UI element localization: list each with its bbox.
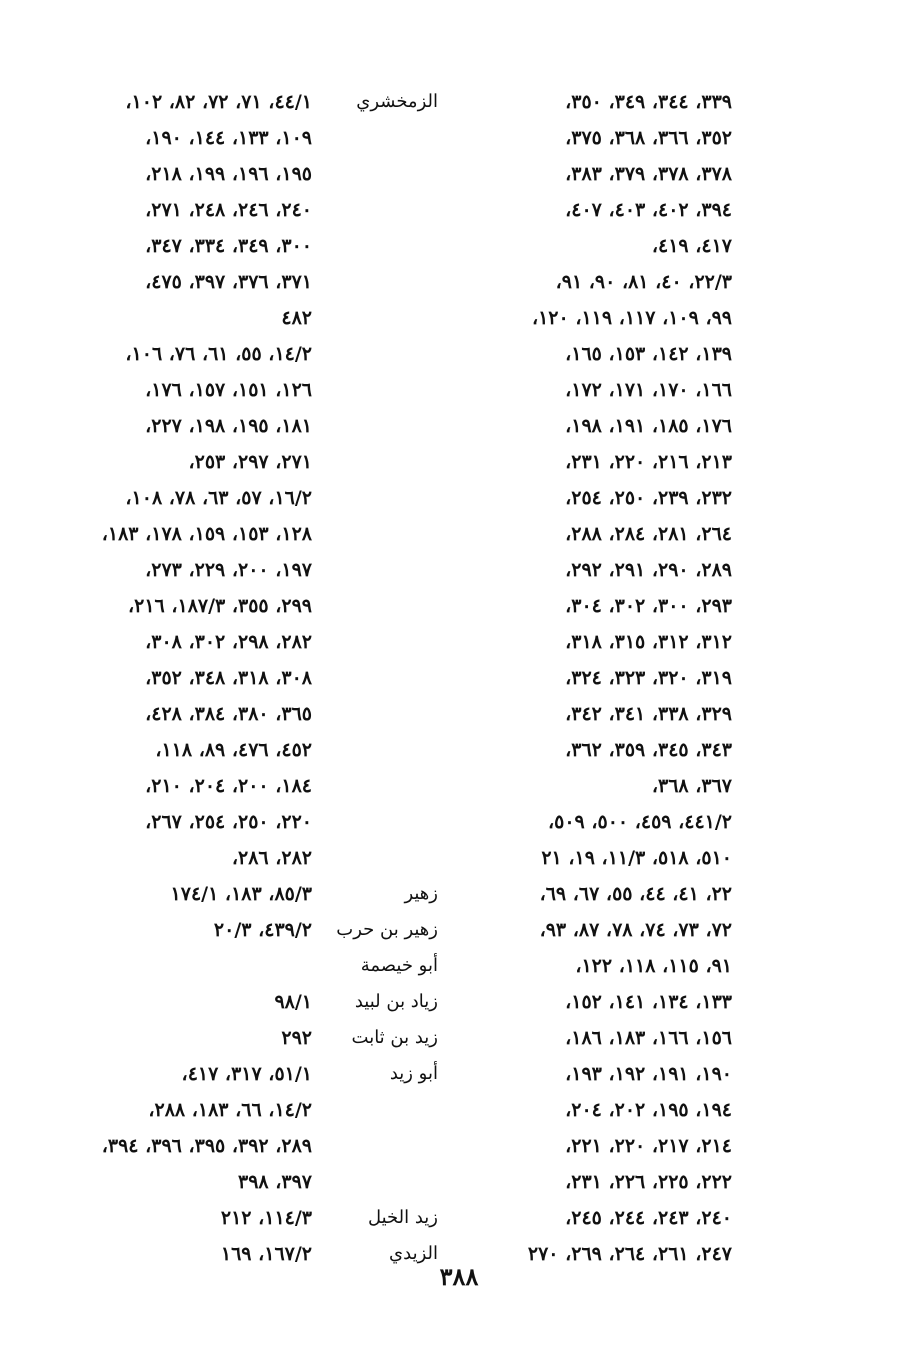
index-name xyxy=(328,300,438,336)
index-line: ٢٤٠، ٢٤٦، ٢٤٨، ٢٧١، xyxy=(145,199,312,221)
index-line: ٢٨٩، ٣٩٢، ٣٩٥، ٣٩٦، ٣٩٤، xyxy=(101,1135,312,1157)
index-line: ٣٠٠، ٣٤٩، ٣٣٤، ٣٤٧، xyxy=(145,235,312,257)
index-line: ٢١٣، ٢١٦، ٢٢٠، ٢٣١، xyxy=(565,451,732,473)
index-line: ٢٢٢، ٢٢٥، ٢٢٦، ٢٣١، xyxy=(565,1171,732,1193)
index-name xyxy=(328,444,438,480)
index-name: زهير xyxy=(404,883,438,904)
index-line: ١٢٨، ١٥٣، ١٥٩، ١٧٨، ١٨٣، xyxy=(101,523,312,545)
index-line: ٢٩٩، ٣٥٥، ١٨٧/٣، ٢١٦، xyxy=(127,595,312,617)
index-name: أبو زيد xyxy=(389,1063,438,1084)
index-line: ٣٠٨، ٣١٨، ٣٤٨، ٣٥٢، xyxy=(145,667,312,689)
index-line: ٢١٤، ٢١٧، ٢٢٠، ٢٢١، xyxy=(565,1135,732,1157)
index-name xyxy=(328,120,438,156)
index-name xyxy=(328,264,438,300)
index-name: زهير بن حرب xyxy=(336,919,438,940)
index-name xyxy=(328,480,438,516)
index-line: ٢٤٠، ٢٤٣، ٢٤٤، ٢٤٥، xyxy=(565,1207,732,1229)
names-column xyxy=(328,84,438,1272)
index-name: زياد بن لبيد xyxy=(354,991,438,1012)
index-name xyxy=(328,408,438,444)
index-line: ٢٩٣، ٣٠٠، ٣٠٢، ٣٠٤، xyxy=(565,595,732,617)
index-line: ٢٩٢ xyxy=(281,1027,312,1049)
index-line: ٢٢٠، ٢٥٠، ٢٥٤، ٢٦٧، xyxy=(145,811,312,833)
page-number: ٣٨٨ xyxy=(439,1262,479,1291)
index-line: ١٩٧، ٢٠٠، ٢٢٩، ٢٧٣، xyxy=(145,559,312,581)
index-line: ٢٨٢، ٢٩٨، ٣٠٢، ٣٠٨، xyxy=(145,631,312,653)
index-name xyxy=(328,660,438,696)
index-line: ٢٤٧، ٢٦١، ٢٦٤، ٢٦٩، ٢٧٠ xyxy=(527,1243,732,1265)
index-name xyxy=(328,768,438,804)
left-column xyxy=(12,84,312,1272)
index-line: ٥١/١، ٣١٧، ٤١٧، xyxy=(181,1063,312,1085)
index-name xyxy=(328,696,438,732)
index-name: أبو خيصمة xyxy=(360,955,438,976)
index-line: ٣٦٧، ٣٦٨، xyxy=(651,775,732,797)
index-line: ٣٥٢، ٣٦٦، ٣٦٨، ٣٧٥، xyxy=(565,127,732,149)
index-name: الزيدي xyxy=(389,1243,438,1264)
index-line: ١٦٧/٢، ١٦٩ xyxy=(220,1243,312,1265)
index-line: ٨٥/٣، ١٨٣، ١٧٤/١ xyxy=(170,883,312,905)
index-name xyxy=(328,1128,438,1164)
index-name xyxy=(328,588,438,624)
index-line: ١٩٠، ١٩١، ١٩٢، ١٩٣، xyxy=(565,1063,732,1085)
index-line: ١٠٩، ١٣٣، ١٤٤، ١٩٠، xyxy=(145,127,312,149)
index-line: ١١٤/٣، ٢١٢ xyxy=(220,1207,312,1229)
index-line: ٣٧١، ٣٧٦، ٣٩٧، ٤٧٥، xyxy=(145,271,312,293)
index-line: ٤٤/١، ٧١، ٧٢، ٨٢، ١٠٢، xyxy=(125,91,312,113)
index-name: الزمخشري xyxy=(356,91,438,112)
index-line: ٤١٧، ٤١٩، xyxy=(651,235,732,257)
index-name xyxy=(328,1164,438,1200)
index-line: ٩١، ١١٥، ١١٨، ١٢٢، xyxy=(575,955,732,977)
index-line: ١٩٤، ١٩٥، ٢٠٢، ٢٠٤، xyxy=(565,1099,732,1121)
index-name xyxy=(328,732,438,768)
index-line: ٣٧٨، ٣٧٨، ٣٧٩، ٣٨٣، xyxy=(565,163,732,185)
index-line: ٣٢٩، ٣٣٨، ٣٤١، ٣٤٢، xyxy=(565,703,732,725)
index-line: ١٢٦، ١٥١، ١٥٧، ١٧٦، xyxy=(145,379,312,401)
index-name xyxy=(328,804,438,840)
index-line: ٢٢/٣، ٤٠، ٨١، ٩٠، ٩١، xyxy=(555,271,732,293)
index-line: ٤٣٩/٢، ٢٠/٣ xyxy=(213,919,312,941)
index-line: ٩٨/١ xyxy=(274,991,312,1013)
index-line: ٣١٩، ٣٢٠، ٣٢٣، ٣٢٤، xyxy=(565,667,732,689)
index-name xyxy=(328,840,438,876)
index-line: ١٣٩، ١٤٢، ١٥٣، ١٦٥، xyxy=(565,343,732,365)
index-name xyxy=(328,624,438,660)
index-line: ٣٦٥، ٣٨٠، ٣٨٤، ٤٢٨، xyxy=(145,703,312,725)
index-line: ٧٢، ٧٣، ٧٤، ٧٨، ٨٧، ٩٣، xyxy=(539,919,732,941)
index-line: ٣١٢، ٣١٢، ٣١٥، ٣١٨، xyxy=(565,631,732,653)
index-line: ٢٦٤، ٢٨١، ٢٨٤، ٢٨٨، xyxy=(565,523,732,545)
index-line: ١٤/٢، ٥٥، ٦١، ٧٦، ١٠٦، xyxy=(125,343,312,365)
index-line: ٣٣٩، ٣٤٤، ٣٤٩، ٣٥٠، xyxy=(565,91,732,113)
index-line: ٢٧١، ٢٩٧، ٢٥٣، xyxy=(188,451,312,473)
index-name xyxy=(328,336,438,372)
index-line: ١٣٣، ١٣٤، ١٤١، ١٥٢، xyxy=(565,991,732,1013)
index-name xyxy=(328,228,438,264)
index-line: ٥١٠، ٥١٨، ١١/٣، ١٩، ٢١ xyxy=(541,847,732,869)
index-line: ٢٣٢، ٢٣٩، ٢٥٠، ٢٥٤، xyxy=(565,487,732,509)
index-line: ٣٩٧، ٣٩٨ xyxy=(238,1171,312,1193)
index-name xyxy=(328,156,438,192)
index-line: ١٨٤، ٢٠٠، ٢٠٤، ٢١٠، xyxy=(145,775,312,797)
index-line: ٣٤٣، ٣٤٥، ٣٥٩، ٣٦٢، xyxy=(565,739,732,761)
index-line: ١٥٦، ١٦٦، ١٨٣، ١٨٦، xyxy=(565,1027,732,1049)
index-name xyxy=(328,192,438,228)
index-name xyxy=(328,516,438,552)
index-line: ٤٤١/٢، ٤٥٩، ٥٠٠، ٥٠٩، xyxy=(547,811,732,833)
index-line: ٤٨٢ xyxy=(281,307,312,329)
index-line: ١٨١، ١٩٥، ١٩٨، ٢٢٧، xyxy=(145,415,312,437)
index-line: ٢٨٩، ٢٩٠، ٢٩١، ٢٩٢، xyxy=(565,559,732,581)
index-line: ٢٨٢، ٢٨٦، xyxy=(231,847,312,869)
index-line: ١٦/٢، ٥٧، ٦٣، ٧٨، ١٠٨، xyxy=(125,487,312,509)
index-name xyxy=(328,1092,438,1128)
index-line: ٩٩، ١٠٩، ١١٧، ١١٩، ١٢٠، xyxy=(531,307,732,329)
index-line: ١٧٦، ١٨٥، ١٩١، ١٩٨، xyxy=(565,415,732,437)
index-line: ٣٩٤، ٤٠٢، ٤٠٣، ٤٠٧، xyxy=(565,199,732,221)
index-line: ٤٥٢، ٤٧٦، ٨٩، ١١٨، xyxy=(155,739,312,761)
index-line xyxy=(12,948,312,984)
index-name xyxy=(328,552,438,588)
index-line: ٢٢، ٤١، ٤٤، ٥٥، ٦٧، ٦٩، xyxy=(539,883,732,905)
index-name xyxy=(328,372,438,408)
index-line: ١٩٥، ١٩٦، ١٩٩، ٢١٨، xyxy=(145,163,312,185)
index-line: ١٦٦، ١٧٠، ١٧١، ١٧٢، xyxy=(565,379,732,401)
index-name: زيد بن ثابت xyxy=(351,1027,438,1048)
index-line: ١٤/٢، ٦٦، ١٨٣، ٢٨٨، xyxy=(148,1099,312,1121)
index-name: زيد الخيل xyxy=(367,1207,438,1228)
